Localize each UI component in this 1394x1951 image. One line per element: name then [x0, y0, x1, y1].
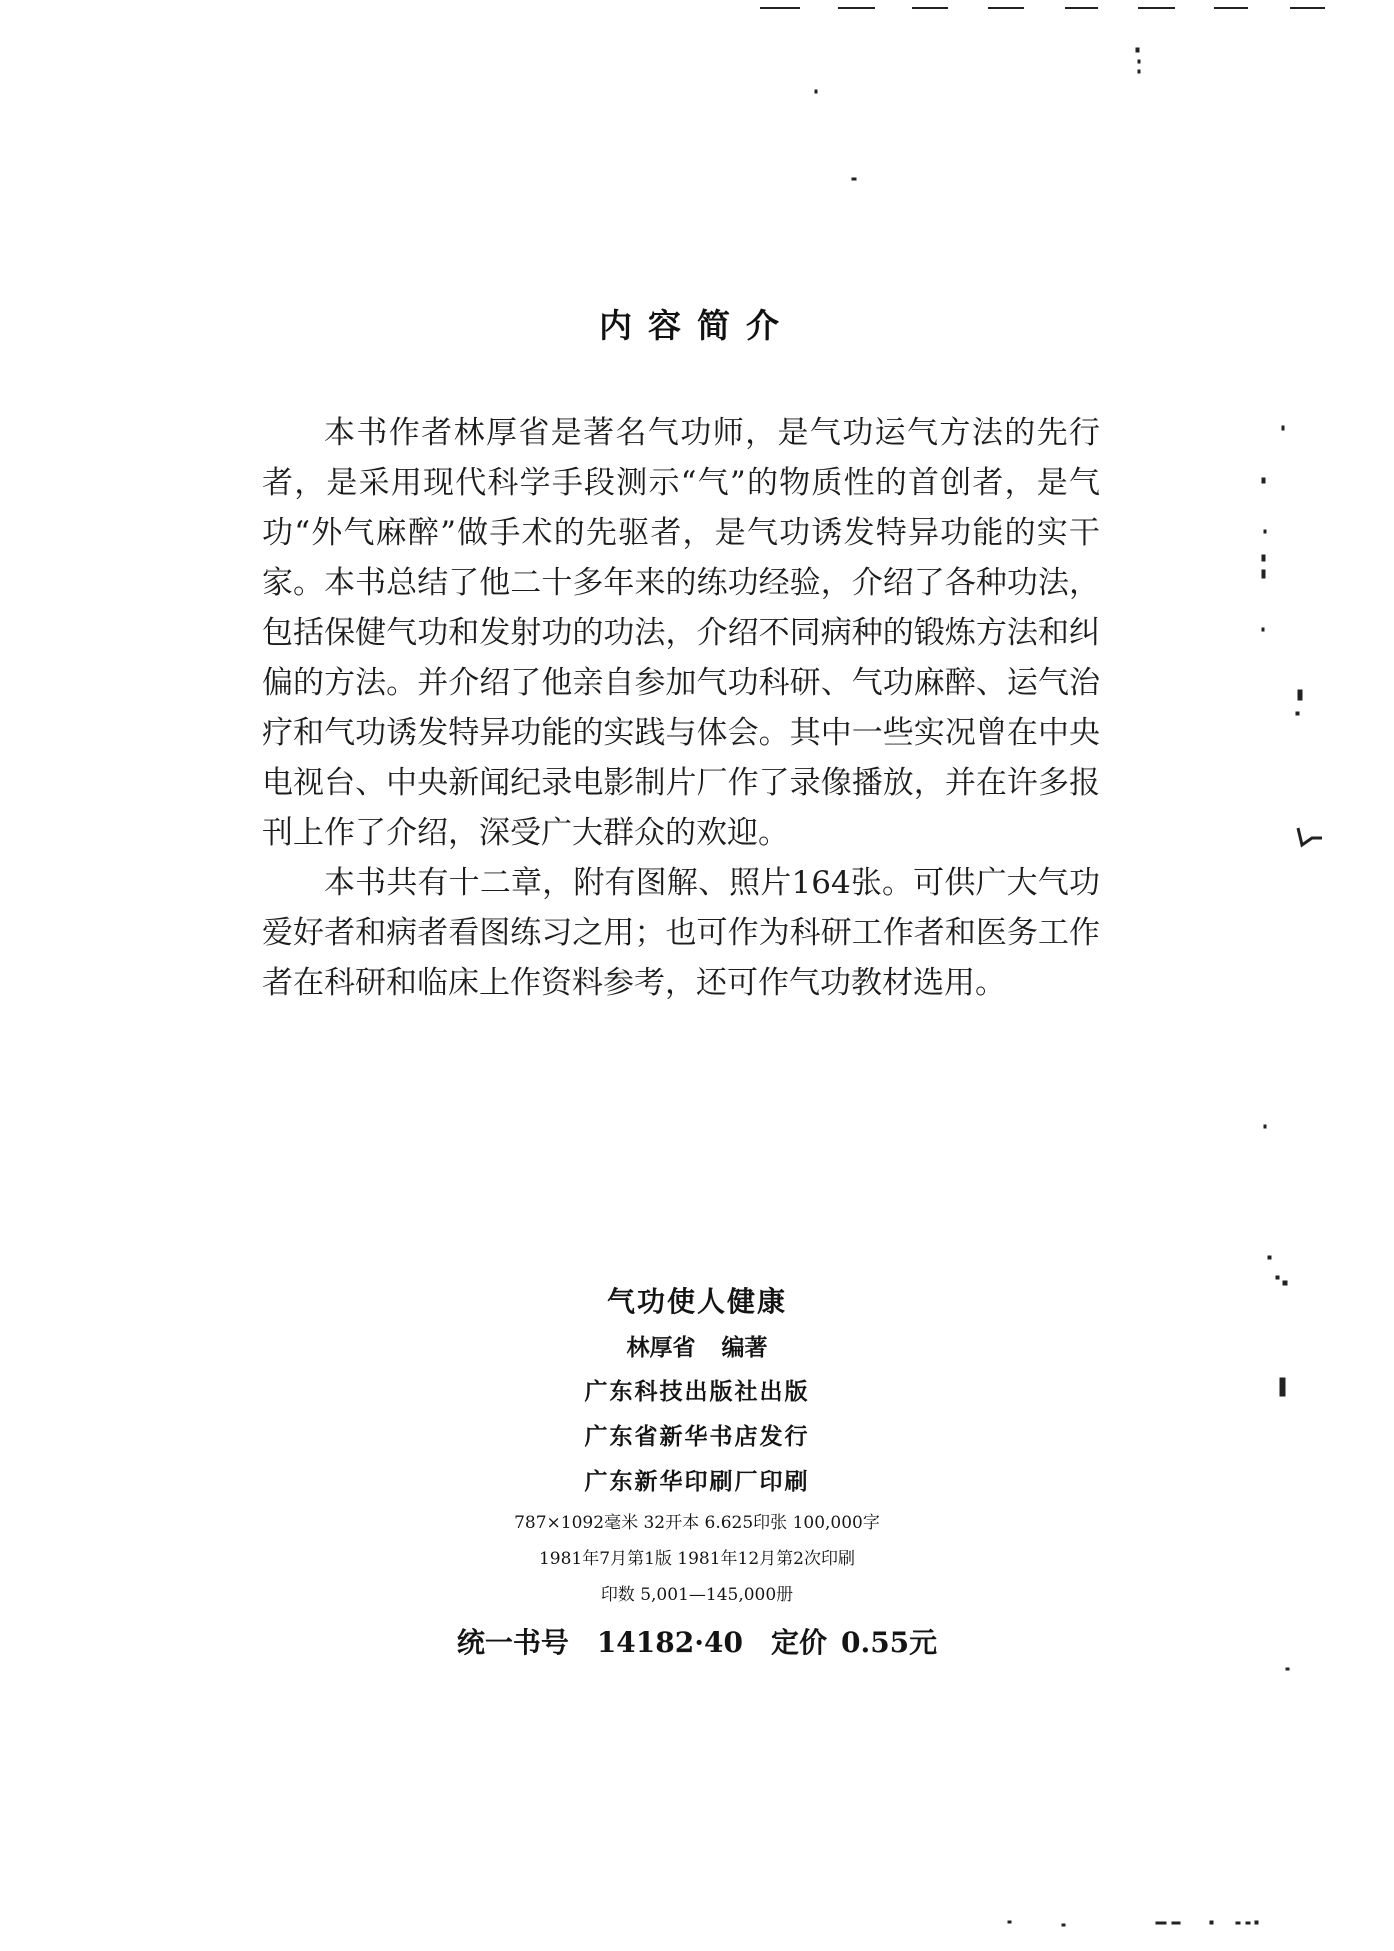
book-number-line — [0, 1617, 1394, 1669]
printer-line: 广东新华印刷厂印刷 — [584, 1469, 810, 1495]
introduction-text — [262, 408, 1100, 1008]
format-line: 787×1092毫米 32开本 6.625印张 100,000字 — [514, 1513, 880, 1533]
price-label: 定价 — [770, 1626, 827, 1659]
author-role: 编著 — [721, 1335, 768, 1361]
book-title: 气功使人健康 — [606, 1285, 787, 1318]
page-heading: 内容简介 — [599, 306, 795, 345]
edition-line: 1981年7月第1版 1981年12月第2次印刷 — [538, 1549, 855, 1569]
colophon — [0, 1278, 1394, 1669]
intro-paragraph: 本书共有十二章，附有图解、照片164张。可供广大气功爱好者和病者看图练习之用；也可作为科研工作者和医务工作者在科研和临床上作资料参考，还可作气功教材选用。 — [262, 865, 1100, 1001]
print-run-line: 印数 5,001—145,000册 — [600, 1585, 794, 1605]
publisher-line: 广东科技出版社出版 — [584, 1379, 810, 1405]
distributor-line: 广东省新华书店发行 — [584, 1424, 810, 1450]
author-line — [0, 1326, 1394, 1370]
book-number: 14182·40 — [596, 1626, 743, 1659]
book-number-label: 统一书号 — [456, 1626, 569, 1659]
price-value: 0.55元 — [840, 1626, 938, 1659]
intro-paragraph: 本书作者林厚省是著名气功师，是气功运气方法的先行者，是采用现代科学手段测示“气”的物质性的首创者，是气功“外气麻醉”做手术的先驱者，是气功诱发特异功能的实干家。本书总结了他二十多年来的练功经验，介绍了各种功法，包括保健气功和发射功的功法，介绍不同病种的锻炼方法和纠偏的方法。并介绍了他亲自参加气功科研、气功麻醉、运气治疗和气功诱发特异功能的实践与体会。其中一些实况曾在中央电视台、中央新闻纪录电影制片厂作了录像播放，并在许多报刊上作了介绍，深受广大群众的欢迎。 — [262, 415, 1100, 851]
author-name: 林厚省 — [626, 1335, 696, 1361]
